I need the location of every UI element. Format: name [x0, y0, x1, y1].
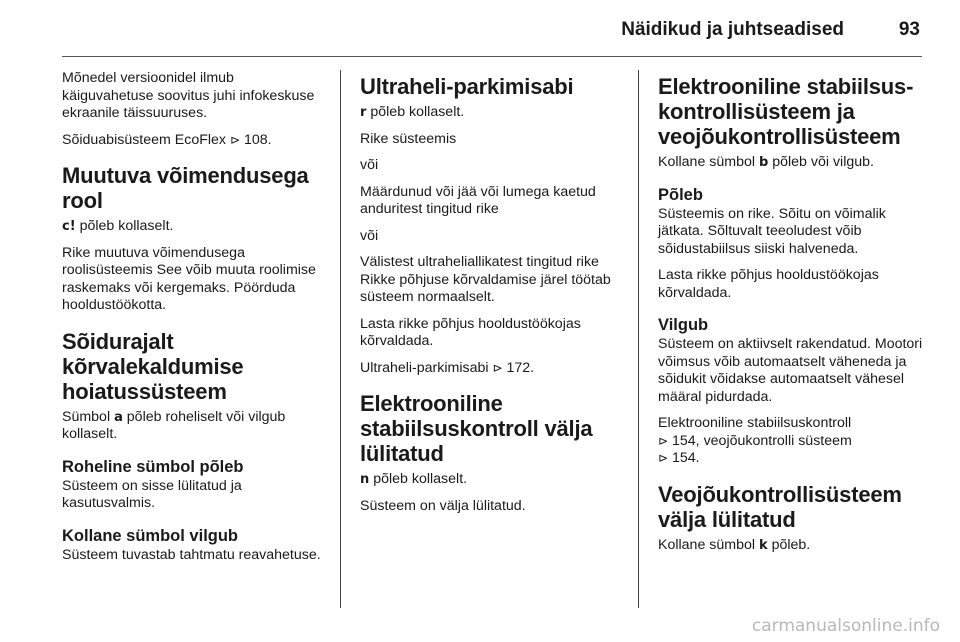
ultrasonic-fault-3: Välistest ultraheliallikatest tingitud rike Rikke põhjuse kõrvaldamise järel töötab süsteem normaalselt. [360, 254, 611, 305]
blink-description: Süsteem on aktiivselt rakendatud. Mootori võimsus võib automaatselt väheneda ja sõidukit võidakse automaatselt vähesel määral pidurdada. [658, 336, 923, 405]
ultrasonic-or-1: või [360, 157, 379, 173]
ecoflex-reference: Sõiduabisüsteem EcoFlex ⊳ 108. [62, 131, 272, 148]
on-description-1: Süsteemis on rike. Sõitu on võimalik jätkata. Sõltuvalt teeoludest võib sõidustabiilsus siiski halveneda. [658, 205, 886, 257]
column-divider-1 [340, 70, 341, 608]
heading-variable-steering: Muutuva võimendusega rool [62, 163, 309, 213]
ultrasonic-fault-2: Määrdunud või jää või lumega kaetud anduritest tingitud rike [360, 183, 596, 217]
heading-lane-departure: Sõidurajalt kõrvalekaldumise hoiatussüsteem [62, 328, 244, 404]
steering-warning-icon: c! [62, 219, 76, 234]
traction-off-icon: k [758, 537, 768, 553]
ultrasonic-status: r põleb kollaselt. [360, 104, 465, 120]
header-divider [62, 56, 922, 57]
ultrasonic-reference: Ultraheli-parkimisabi ⊳ 172. [360, 359, 535, 376]
column-1 [62, 70, 328, 573]
esc-off-description: Süsteem on välja lülitatud. [360, 497, 526, 514]
heading-esc-off: Elektrooniline stabiilsuskontroll välja lülitatud [360, 391, 593, 466]
esc-status: Kollane sümbol b põleb või vilgub. [658, 154, 874, 170]
page-reference-icon: ⊳ [229, 132, 241, 147]
page-reference-icon: ⊳ [492, 360, 503, 375]
steering-status: c! põleb kollaselt. [62, 218, 174, 234]
esc-reference: Elektrooniline stabiilsuskontroll ⊳ 154, veojõukontrolli süsteem ⊳ 154. [658, 415, 852, 466]
heading-on: Põleb [658, 185, 703, 204]
heading-yellow-symbol: Kollane sümbol vilgub [62, 526, 239, 545]
parking-assist-icon: r [360, 105, 367, 120]
column-3 [658, 70, 924, 563]
esc-off-status: n põleb kollaselt. [360, 471, 468, 487]
page-number: 93 [898, 19, 920, 40]
ultrasonic-fault-1: Rike süsteemis [360, 130, 457, 147]
page-header [0, 0, 960, 52]
heading-green-symbol: Roheline sümbol põleb [62, 457, 244, 476]
esc-off-icon: n [360, 472, 370, 487]
heading-esc-tc: Elektrooniline stabiilsuskontrollisüsteem ja veojõukontrollisüsteem [658, 74, 914, 149]
column-2 [360, 70, 626, 524]
esc-icon: b [758, 155, 769, 170]
page-reference-icon: ⊳ [658, 451, 669, 465]
lane-departure-icon: a [114, 409, 123, 425]
gear-shift-text: Mõnedel versioonidel ilmub käiguvahetuse soovitus juhi infokeskuse ekraanile täissuuruses. [62, 70, 315, 121]
lane-status: Sümbol a põleb roheliselt või vilgub kollaselt. [62, 408, 286, 442]
ultrasonic-service: Lasta rikke põhjus hooldustöökojas kõrvaldada. [360, 315, 581, 349]
heading-tc-off: Veojõukontrollisüsteem välja lülitatud [658, 481, 902, 532]
ultrasonic-or-2: või [360, 227, 379, 244]
column-divider-2 [638, 70, 639, 608]
section-title: Näidikud ja juhtseadised [621, 19, 844, 40]
green-description: Süsteem on sisse lülitatud ja kasutusvalmis. [62, 477, 242, 511]
heading-ultrasonic-parking: Ultraheli-parkimisabi [360, 74, 574, 99]
watermark: carmanualsonline.info [751, 616, 940, 636]
page-reference-icon: ⊳ [658, 433, 669, 448]
on-description-2: Lasta rikke põhjus hooldustöökojas kõrvaldada. [658, 267, 879, 301]
heading-blink: Vilgub [658, 316, 709, 334]
tc-off-status: Kollane sümbol k põleb. [658, 536, 811, 553]
steering-description: Rike muutuva võimendusega roolisüsteemis See võib muuta roolimise raskemaks või kergemaks. Pöörduda hooldustöökotta. [62, 244, 316, 313]
yellow-description: Süsteem tuvastab tahtmatu reavahetuse. [62, 546, 321, 563]
